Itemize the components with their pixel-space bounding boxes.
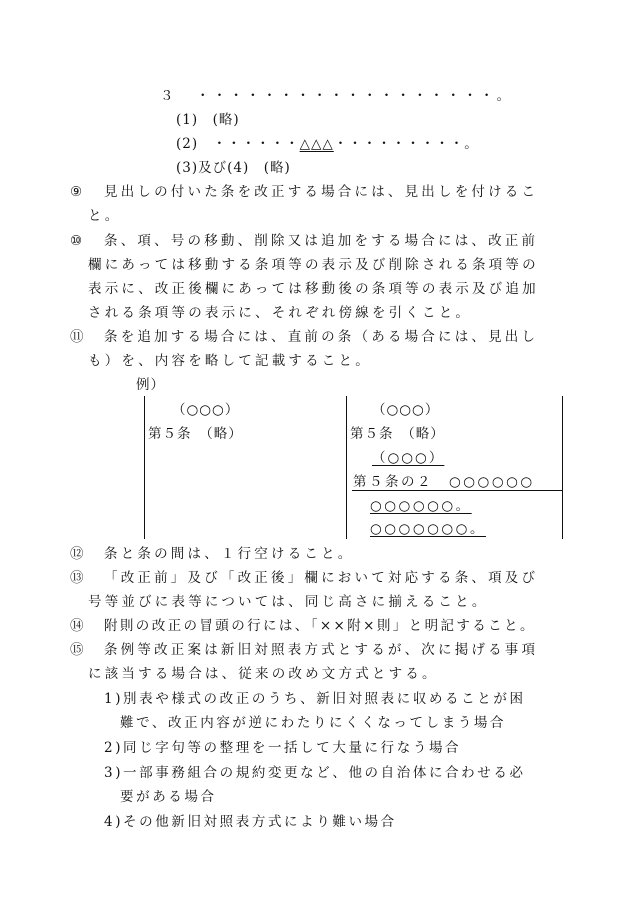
- item3-sub2: [176, 135, 479, 153]
- rule-10-line-4: される条項等の表示に、それぞれ傍線を引くこと。: [88, 305, 473, 321]
- example-left-border: [144, 396, 145, 539]
- item3-sub2-prefix: (2) ・・・・・・: [176, 136, 300, 152]
- example-right-new-article-underline: [352, 490, 562, 491]
- rule-14-mark: ⑭: [70, 618, 84, 634]
- example-label: 例）: [136, 377, 165, 393]
- case-4-line-1: 4)その他新旧対照表方式により難い場合: [104, 814, 397, 830]
- rule-14-line-1: 附則の改正の冒頭の行には、「××附×則」と明記すること。: [104, 618, 536, 634]
- rule-12-line-1: 条と条の間は、１行空けること。: [104, 546, 355, 562]
- rule-11-mark: ⑪: [70, 329, 84, 345]
- rule-15-mark: ⑮: [70, 642, 84, 658]
- case-3-line-1: 3)一部事務組合の規約変更など、他の自治体に合わせる必: [104, 765, 526, 781]
- rule-15-line-1: 条例等改正案は新旧対照表方式とするが、次に掲げる事項: [104, 642, 539, 658]
- example-right-article: 第５条 （略）: [350, 426, 445, 442]
- rule-13-mark: ⑬: [70, 570, 84, 586]
- rule-10-mark: ⑩: [70, 233, 83, 249]
- rule-15-line-2: に該当する場合は、従来の改め文方式とする。: [88, 666, 439, 682]
- rule-13-line-1: 「改正前」及び「改正後」欄において対応する条、項及び: [104, 570, 539, 586]
- rule-11-line-1: 条を追加する場合には、直前の条（ある場合には、見出し: [104, 329, 539, 345]
- example-right-new-line-2: ○○○○○○。: [370, 498, 472, 514]
- example-right-new-caption: （○○○）: [372, 450, 445, 466]
- item3-sub3: (3)及び(4) (略): [176, 160, 291, 176]
- case-2-line-1: 2)同じ字句等の整理を一括して大量に行なう場合: [104, 740, 462, 756]
- rule-9-line-1: 見出しの付いた条を改正する場合には、見出しを付けるこ: [104, 184, 539, 200]
- rule-13-line-2: 号等並びに表等については、同じ高さに揃えること。: [88, 594, 489, 610]
- rule-12-mark: ⑫: [70, 546, 84, 562]
- example-right-new-line-3: ○○○○○○○。: [370, 521, 486, 537]
- item3-sub2-suffix: ・・・・・・・・・。: [333, 136, 479, 152]
- rule-9-mark: ⑨: [70, 184, 83, 200]
- case-1-line-2: 難で、改正内容が逆にわたりにくくなってしまう場合: [120, 715, 507, 731]
- item3-number: ３: [160, 88, 177, 104]
- example-right-new-article: 第５条の２ ○○○○○○: [353, 474, 535, 490]
- example-right-caption: （○○○）: [372, 402, 440, 418]
- rule-9-line-2: と。: [88, 208, 122, 224]
- item3-text: ・・・・・・・・・・・・・・・・・・。: [196, 88, 514, 104]
- item3-sub2-underlined: △△△: [299, 136, 334, 152]
- case-3-line-2: 要がある場合: [120, 789, 217, 805]
- rule-10-line-3: 表示に、改正後欄にあっては移動後の条項等の表示及び追加: [88, 281, 539, 297]
- rule-10-line-1: 条、項、号の移動、削除又は追加をする場合には、改正前: [104, 233, 539, 249]
- example-left-article: 第５条 （略）: [148, 426, 243, 442]
- case-1-line-1: 1)別表や様式の改正のうち、新旧対照表に収めることが困: [104, 691, 526, 707]
- example-left-caption: （○○○）: [172, 402, 240, 418]
- example-right-border: [562, 396, 563, 539]
- rule-11-line-2: も）を、内容を略して記載すること。: [88, 353, 372, 369]
- example-middle-border: [346, 396, 347, 539]
- rule-10-line-2: 欄にあっては移動する条項等の表示及び削除される条項等の: [88, 257, 539, 273]
- item3-sub1: (1) (略): [176, 112, 240, 128]
